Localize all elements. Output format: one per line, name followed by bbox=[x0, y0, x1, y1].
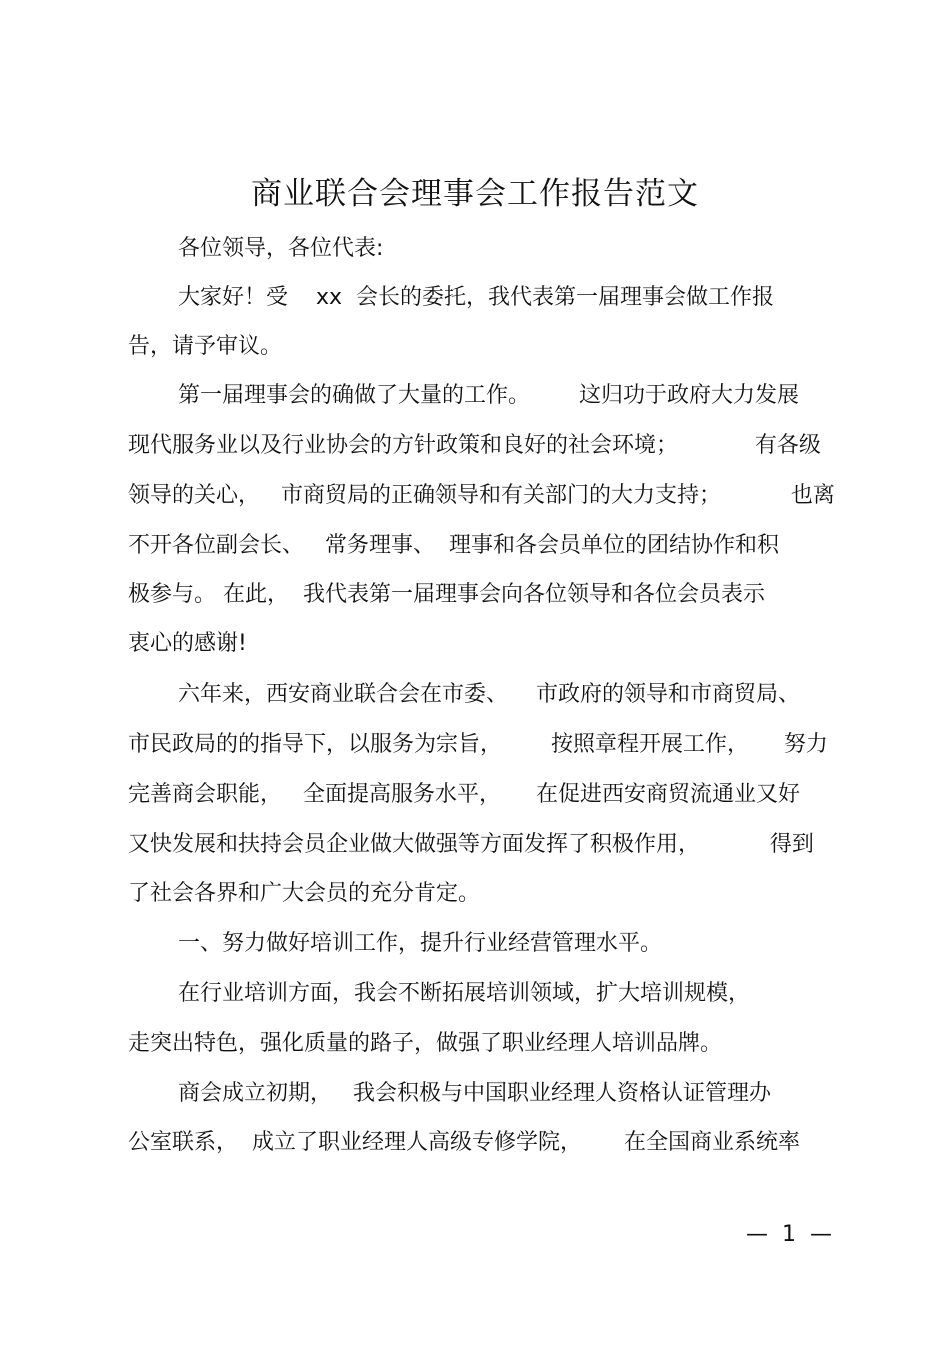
page-number: — 1 — bbox=[746, 1222, 832, 1247]
paragraph-line: 了社会各界和广大会员的充分肯定。 bbox=[128, 881, 481, 906]
paragraph-line: 完善商会职能， 全面提高服务水平， 在促进西安商贸流通业又好 bbox=[128, 782, 800, 807]
paragraph-line: 又快发展和扶持会员企业做大做强等方面发挥了积极作用， 得到 bbox=[128, 832, 814, 857]
paragraph-line: 告，请予审议。 bbox=[128, 334, 283, 359]
paragraph-line: 不开各位副会长、 常务理事、 理事和各会员单位的团结协作和积 bbox=[128, 533, 779, 558]
paragraph-line: 现代服务业以及行业协会的方针政策和良好的社会环境； 有各级 bbox=[128, 433, 821, 458]
paragraph-line: 衷心的感谢! bbox=[128, 631, 247, 656]
paragraph-line: 在行业培训方面，我会不断拓展培训领域，扩大培训规模， bbox=[178, 981, 751, 1006]
paragraph-line: 六年来，西安商业联合会在市委、 市政府的领导和市商贸局、 bbox=[178, 682, 800, 707]
paragraph-line: 各位领导，各位代表: bbox=[178, 236, 384, 261]
paragraph-line: 市民政局的的指导下，以服务为宗旨， 按照章程开展工作， 努力 bbox=[128, 732, 828, 757]
paragraph-line: 商会成立初期， 我会积极与中国职业经理人资格认证管理办 bbox=[178, 1081, 771, 1106]
paragraph-line: 公室联系， 成立了职业经理人高级专修学院， 在全国商业系统率 bbox=[128, 1130, 800, 1155]
paragraph-line: 大家好！受 xx 会长的委托，我代表第一届理事会做工作报 bbox=[178, 285, 774, 310]
section-heading: 一、努力做好培训工作，提升行业经营管理水平。 bbox=[178, 931, 663, 956]
paragraph-line: 第一届理事会的确做了大量的工作。 这归功于政府大力发展 bbox=[178, 383, 799, 408]
paragraph-line: 极参与。 在此， 我代表第一届理事会向各位领导和各位会员表示 bbox=[128, 582, 765, 607]
paragraph-line: 走突出特色，强化质量的路子，做强了职业经理人培训品牌。 bbox=[128, 1031, 723, 1056]
document-title: 商业联合会理事会工作报告范文 bbox=[251, 176, 699, 212]
paragraph-line: 领导的关心， 市商贸局的正确领导和有关部门的大力支持； 也离 bbox=[128, 483, 835, 508]
